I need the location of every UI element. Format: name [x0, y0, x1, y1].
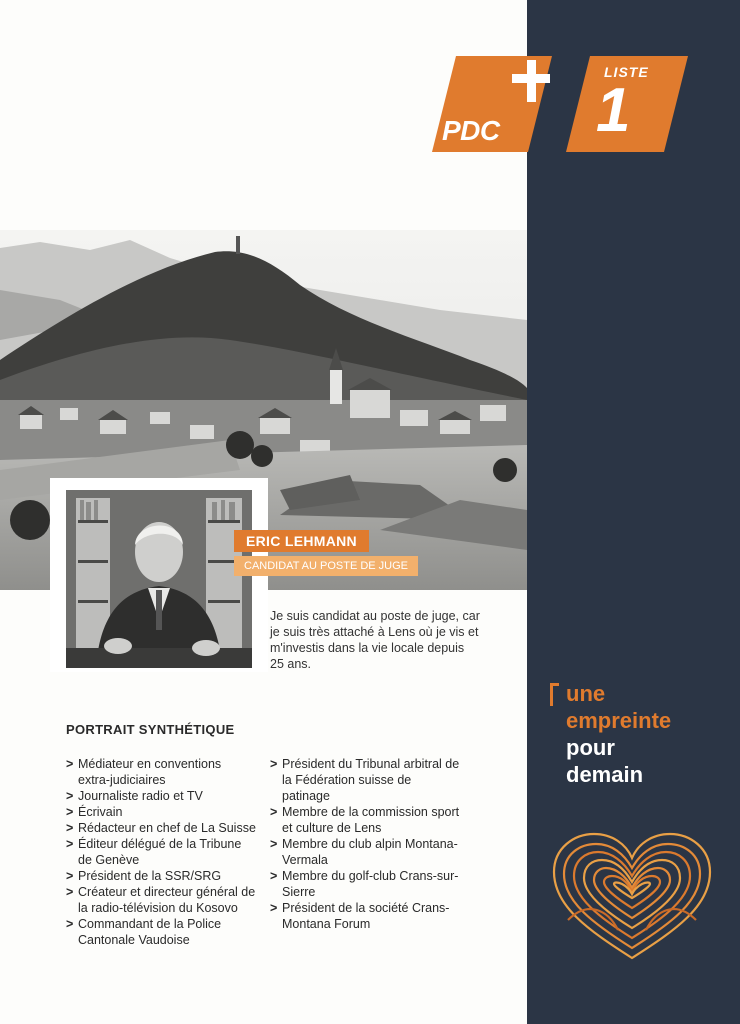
list-item: > Président de la société Crans-Montana Forum [270, 900, 460, 932]
portrait-list-left [66, 756, 256, 948]
slogan-line-3: pour [566, 735, 615, 760]
list-item: > Journaliste radio et TV [66, 788, 256, 804]
list-item: > Président de la SSR/SRG [66, 868, 256, 884]
list-item: > Médiateur en conventions extra-judiciaires [66, 756, 256, 788]
list-label: LISTE [604, 64, 649, 80]
pdc-logo-text: PDC [442, 115, 500, 146]
fingerprint-heart-icon [548, 830, 716, 964]
slogan-bracket [550, 683, 559, 706]
portrait-list-right [270, 756, 460, 932]
list-item: > Écrivain [66, 804, 256, 820]
list-item: > Créateur et directeur général de la radio-télévision du Kosovo [66, 884, 256, 916]
portrait-section-title: PORTRAIT SYNTHÉTIQUE [66, 722, 235, 737]
list-item: > Membre du golf-club Crans-sur-Sierre [270, 868, 460, 900]
candidate-name: ERIC LEHMANN [234, 530, 369, 552]
list-item: > Membre du club alpin Montana-Vermala [270, 836, 460, 868]
list-item: > Rédacteur en chef de La Suisse [66, 820, 256, 836]
candidate-portrait [66, 490, 252, 668]
candidate-quote: Je suis candidat au poste de juge, car je suis très attaché à Lens où je vis et m'investis dans la vie locale depuis 25 ans. [270, 609, 480, 671]
slogan-line-2: empreinte [566, 708, 672, 733]
list-item: > Président du Tribunal arbitral de la Fédération suisse de patinage [270, 756, 460, 804]
slogan [566, 680, 671, 788]
slogan-line-1: une [566, 681, 606, 706]
candidate-role: CANDIDAT AU POSTE DE JUGE [234, 556, 418, 576]
slogan-line-4: demain [566, 762, 644, 787]
list-item: > Commandant de la Police Cantonale Vaudoise [66, 916, 256, 948]
list-item: > Membre de la commission sport et culture de Lens [270, 804, 460, 836]
list-item: > Éditeur délégué de la Tribune de Genève [66, 836, 256, 868]
list-number: 1 [596, 76, 631, 145]
